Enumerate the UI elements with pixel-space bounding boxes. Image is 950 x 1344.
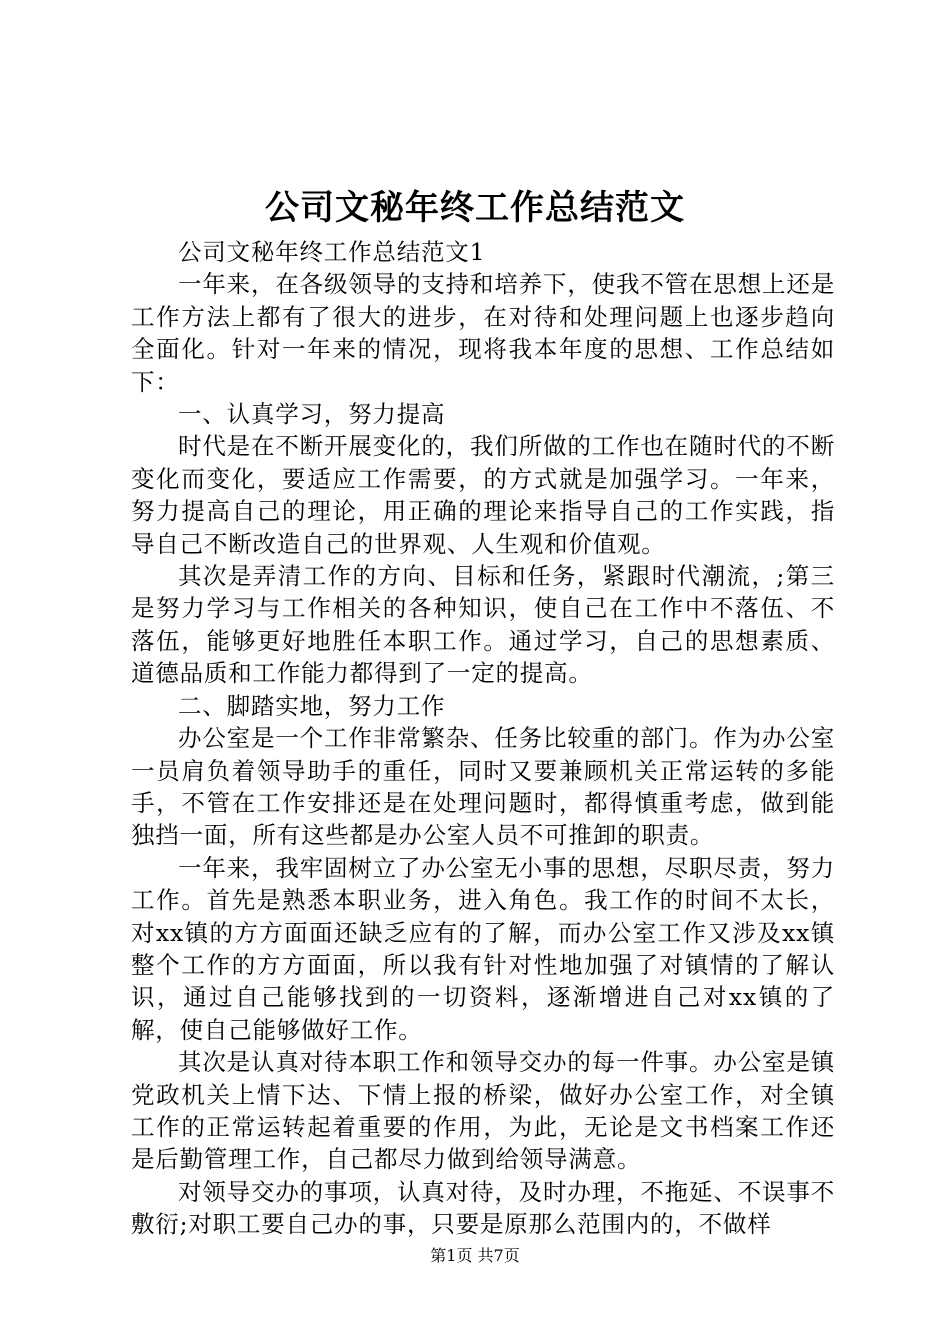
section-heading-2: 二、脚踏实地，努力工作 xyxy=(178,691,446,720)
paragraph: 其次是认真对待本职工作和领导交办的每一件事。办公室是镇党政机关上情下达、下情上报的桥梁，做好办公室工作，对全镇工作的正常运转起着重要的作用，为此，无论是文书档案工作还是后勤管理工作，自己都尽力做到给领导满意。 xyxy=(131,1048,835,1174)
paragraph: 一年来，我牢固树立了办公室无小事的思想，尽职尽责，努力工作。首先是熟悉本职业务，进入角色。我工作的时间不太长，对xx镇的方方面面还缺乏应有的了解，而办公室工作又涉及xx镇整个工作的方方面面，所以我有针对性地加强了对镇情的了解认识，通过自己能够找到的一切资料，逐渐增进自己对xx镇的了解，使自己能够做好工作。 xyxy=(131,853,835,1044)
paragraph: 时代是在不断开展变化的，我们所做的工作也在随时代的不断变化而变化，要适应工作需要，的方式就是加强学习。一年来，努力提高自己的理论，用正确的理论来指导自己的工作实践，指导自己不断改造自己的世界观、人生观和价值观。 xyxy=(131,432,835,558)
paragraph: 一年来，在各级领导的支持和培养下，使我不管在思想上还是工作方法上都有了很大的进步，在对待和处理问题上也逐步趋向全面化。针对一年来的情况，现将我本年度的思想、工作总结如下： xyxy=(131,270,835,396)
paragraph: 其次是弄清工作的方向、目标和任务，紧跟时代潮流，;第三是努力学习与工作相关的各种知识，使自己在工作中不落伍、不落伍，能够更好地胜任本职工作。通过学习，自己的思想素质、道德品质和工作能力都得到了一定的提高。 xyxy=(131,562,835,688)
document-title: 公司文秘年终工作总结范文 xyxy=(265,188,685,228)
document-body xyxy=(131,236,835,1241)
page-number-footer: 第1页 共7页 xyxy=(430,1246,520,1265)
paragraph: 对领导交办的事项，认真对待，及时办理，不拖延、不误事不敷衍;对职工要自己办的事，只要是原那么范围内的，不做样 xyxy=(131,1177,835,1239)
paragraph: 办公室是一个工作非常繁杂、任务比较重的部门。作为办公室一员肩负着领导助手的重任，同时又要兼顾机关正常运转的多能手，不管在工作安排还是在处理问题时，都得慎重考虑，做到能独挡一面，所有这些都是办公室人员不可推卸的职责。 xyxy=(131,724,835,850)
section-heading-1: 一、认真学习，努力提高 xyxy=(178,400,446,429)
paragraph-subtitle: 公司文秘年终工作总结范文1 xyxy=(178,238,486,266)
